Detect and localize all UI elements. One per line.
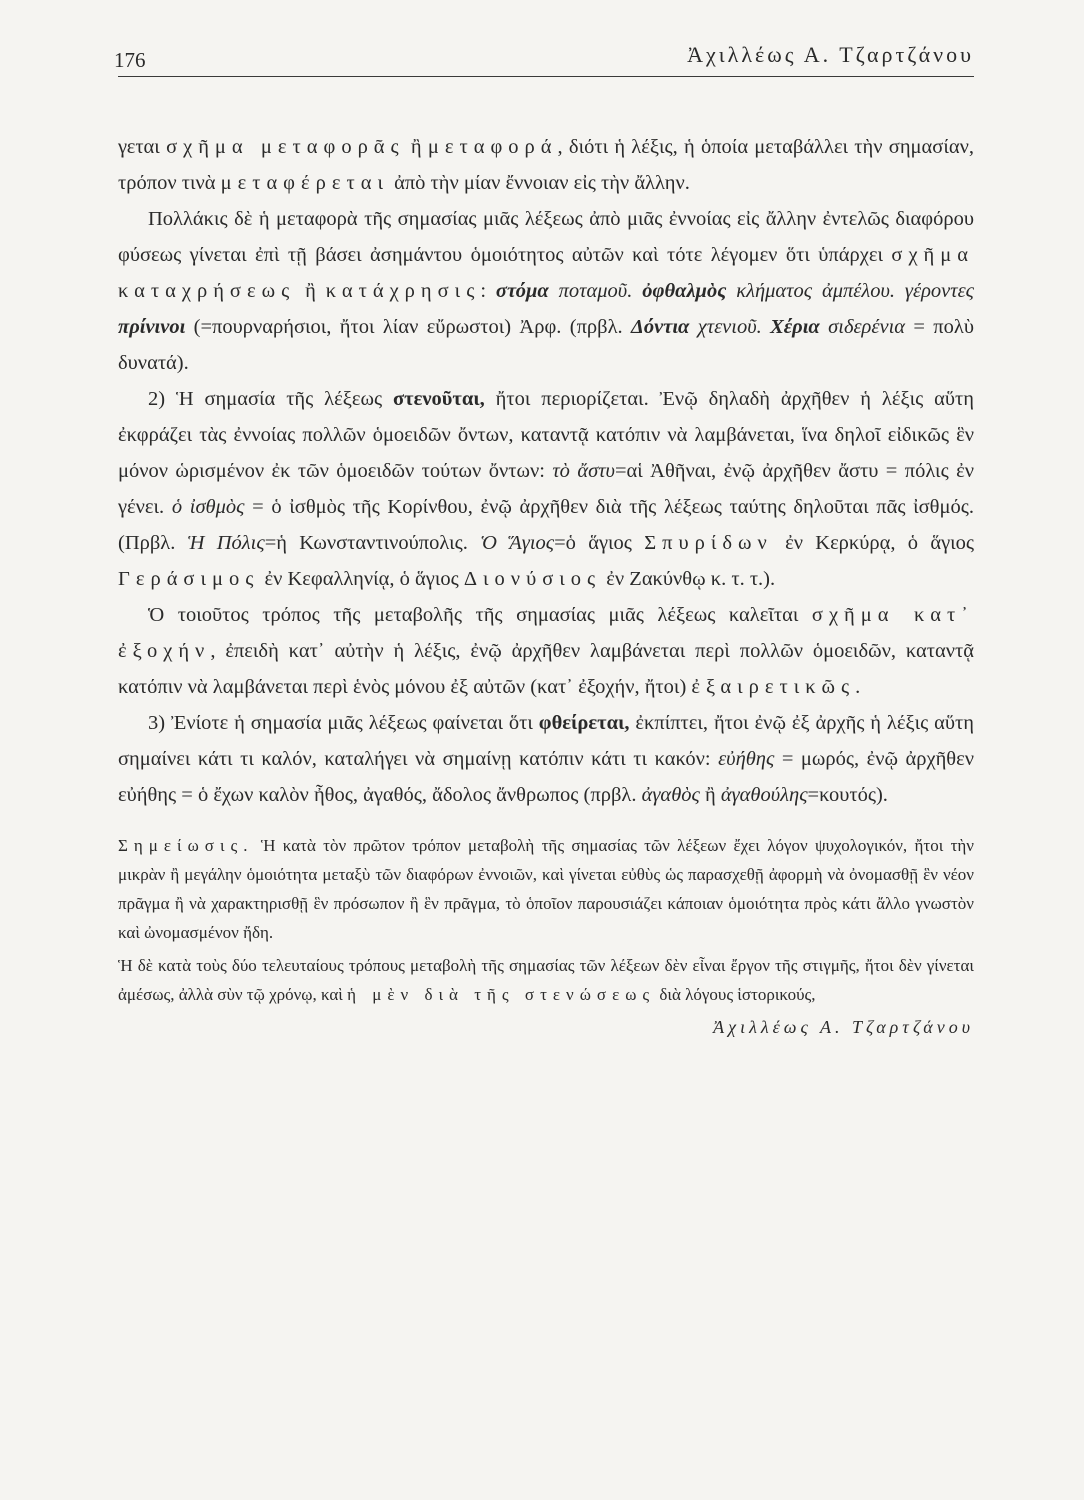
- spaced-term: κατάχρησις: [325, 280, 481, 302]
- spaced-term: ἐξαιρετικῶς: [691, 676, 856, 698]
- text-run: ἢ: [295, 280, 326, 302]
- text-run: :: [480, 280, 496, 302]
- example-text: εὐήθης: [718, 748, 775, 770]
- text-run: 3) Ἐνίοτε ἡ σημασία μιᾶς λέξεως φαίνεται ὅτι: [148, 712, 539, 734]
- text-run: =ὁ ἅγιος: [554, 532, 645, 554]
- example-term: ὀφθαλμὸς: [642, 280, 727, 302]
- spaced-term: ἡ μὲν διὰ τῆς στενώσεως: [347, 985, 656, 1004]
- text-run: ἢ: [699, 784, 721, 806]
- text-run: ἐν Κερκύρᾳ, ὁ ἅγιος: [772, 532, 975, 554]
- text-run: = πολὺ δυνατά).: [118, 316, 974, 374]
- paragraph-deterioration: [118, 705, 974, 813]
- example-text: χτενιοῦ.: [689, 316, 771, 338]
- example-term: Χέρια: [770, 316, 820, 338]
- spaced-term: σχῆμα κατ᾽ ἐξοχήν: [118, 604, 975, 662]
- note-paragraph: [118, 831, 974, 947]
- body-text: [118, 129, 974, 813]
- text-run: διὰ λόγους ἱστορικούς,: [655, 985, 816, 1004]
- example-term: στόμα: [495, 280, 549, 302]
- spaced-term: Σπυρίδων: [644, 532, 773, 554]
- spaced-term: μεταφέρεται: [220, 172, 389, 194]
- text-run: ἤτοι περιορίζεται. Ἐνῷ δηλαδὴ ἀρχῆθεν ἡ λέξις αὕτη ἐκφράζει τὰς ἐννοίας πολλῶν ὁμοειδῶν ὄντων, καταντᾷ κατόπιν νὰ λαμβάνεται, ἵνα δηλοῖ εἰδικῶς ἓν μόνον ὡρισμένον ἐκ τῶν ὁμοειδῶν τούτων ὄντων:: [118, 388, 974, 482]
- spaced-term: Γεράσιμος: [118, 568, 260, 590]
- text-run: Ἡ δὲ κατὰ τοὺς δύο τελευταίους τρόπους μεταβολὴ τῆς σημασίας τῶν λέξεων δὲν εἶναι ἔργον τῆς στιγμῆς, ἤτοι δὲν γίνεται ἀμέσως, ἀλλὰ σὺν τῷ χρόνῳ, καὶ: [118, 956, 974, 1004]
- paragraph-narrowing: [118, 381, 974, 597]
- example-text: ἀγαθούλης: [720, 784, 808, 806]
- example-term: πρίνινοι: [118, 316, 186, 338]
- text-run: =ἡ Κωνσταντινούπολις.: [264, 532, 481, 554]
- text-run: =αἱ Ἀθῆναι, ἐνῷ ἀρχῆθεν ἄστυ = πόλις ἐν γένει.: [118, 460, 974, 518]
- text-run: , διότι ἡ λέξις, ἡ ὁποία μεταβάλλει τὴν σημασίαν, τρόπον τινὰ: [118, 136, 974, 194]
- spaced-term: σχῆμα μεταφορᾶς: [166, 136, 405, 158]
- paragraph-metaphor-end: [118, 129, 974, 201]
- example-text: Ἡ Πόλις: [187, 532, 265, 554]
- spaced-term: Διονύσιος: [463, 568, 602, 590]
- example-text: κλήματος ἀμπέλου. γέροντες: [726, 280, 974, 302]
- book-page: [114, 30, 975, 1470]
- example-text: Ὁ Ἅγιος: [480, 532, 555, 554]
- note-label: Σημείωσις.: [118, 836, 254, 855]
- example-text: τὸ ἄστυ: [552, 460, 615, 482]
- text-run: , ἐπειδὴ κατ᾽ αὐτὴν ἡ λέξις, ἐνῷ ἀρχῆθεν λαμβάνεται περὶ πολλῶν ὁμοειδῶν, καταντᾷ κατόπιν νὰ λαμβάνεται περὶ ἑνὸς μόνου ἐξ αὐτῶν (κατ᾽ ἐξοχήν, ἤτοι): [118, 640, 974, 698]
- paragraph-catachresis: [118, 201, 974, 381]
- text-run: Πολλάκις δὲ ἡ μεταφορὰ τῆς σημασίας μιᾶς λέξεως ἀπὸ μιᾶς ἐννοίας εἰς ἄλλην ἐντελῶς διαφόρου φύσεως γίνεται ἐπὶ τῇ βάσει ἀσημάντου ὁμοιότητος αὐτῶν καὶ τότε λέγομεν ὅτι ὑπάρχει: [118, 208, 974, 266]
- text-run: = μωρός, ἐνῷ ἀρχῆθεν εὐήθης = ὁ ἔχων καλὸν ἦθος, ἀγαθός, ἄδολος ἄνθρωπος (πρβλ.: [118, 748, 974, 806]
- spaced-term: μεταφορά: [427, 136, 558, 158]
- bold-term: φθείρεται,: [538, 712, 630, 734]
- text-run: ἐν Κεφαλληνίᾳ, ὁ ἅγιος: [259, 568, 464, 590]
- text-run: ἐν Ζακύνθῳ κ. τ. τ.).: [601, 568, 776, 590]
- note-section: [118, 831, 974, 1042]
- text-run: Ἡ κατὰ τὸν πρῶτον τρόπον μεταβολὴ τῆς σημασίας τῶν λέξεων ἔχει λόγον ψυχολογικόν, ἤτοι τὴν μικρὰν ἢ μεγάλην ὁμοιότητα μεταξὺ τῶν διαφόρων ἐννοιῶν, καὶ γίνεται εὐθὺς ὡς παρασχεθῇ ἀφορμὴ νὰ ὀνομασθῇ ἓν νέον πρᾶγμα ἢ νὰ χαρακτηρισθῇ ἓν πρόσωπον ἢ ἓν πρᾶγμα, τὸ ὁποῖον παρουσιάζει κάποιαν ὁμοιότητα πρὸς κάτι ἄλλο γνωστὸν καὶ ὠνομασμένον ἤδη.: [118, 836, 974, 942]
- text-run: ἀπὸ τὴν μίαν ἔννοιαν εἰς τὴν ἄλλην.: [388, 172, 690, 194]
- text-run: = ὁ ἰσθμὸς τῆς Κορίνθου, ἐνῷ ἀρχῆθεν διὰ τῆς λέξεως ταύτης δηλοῦται πᾶς ἰσθμός. (Πρβλ.: [118, 496, 974, 554]
- text-run: ἢ: [404, 136, 428, 158]
- note-paragraph: [118, 951, 974, 1009]
- running-title: Ἀχιλλέως Α. Τζαρτζάνου: [687, 42, 974, 67]
- text-run: γεται: [118, 136, 167, 158]
- page-number: 176: [114, 48, 146, 72]
- example-term: Δόντια: [631, 316, 690, 338]
- example-text: σιδερένια: [819, 316, 906, 338]
- example-text: ὁ ἰσθμὸς: [171, 496, 245, 518]
- text-run: =κουτός).: [807, 784, 888, 806]
- paragraph-kat-exochen: [118, 597, 974, 705]
- example-text: ἀγαθὸς: [641, 784, 700, 806]
- text-run: ἐκπίπτει, ἤτοι ἐνῷ ἐξ ἀρχῆς ἡ λέξις αὕτη σημαίνει κάτι τι καλόν, καταλήγει νὰ σημαίνῃ κατόπιν κάτι τι κακόν:: [118, 712, 974, 770]
- running-head: [114, 30, 974, 77]
- example-text: ποταμοῦ.: [548, 280, 643, 302]
- text-run: Ὁ τοιοῦτος τρόπος τῆς μεταβολῆς τῆς σημασίας μιᾶς λέξεως καλεῖται: [148, 604, 812, 626]
- text-run: .: [855, 676, 861, 698]
- bold-term: στενοῦται,: [392, 388, 485, 410]
- text-run: (=πουρναρήσιοι, ἤτοι λίαν εὔρωστοι) Ἀρφ. (πρβλ.: [185, 316, 632, 338]
- author-signature: Ἀχιλλέως Α. Τζαρτζάνου: [713, 1017, 974, 1037]
- spaced-term: σχῆμα καταχρήσεως: [118, 244, 974, 302]
- text-run: 2) Ἡ σημασία τῆς λέξεως: [148, 388, 393, 410]
